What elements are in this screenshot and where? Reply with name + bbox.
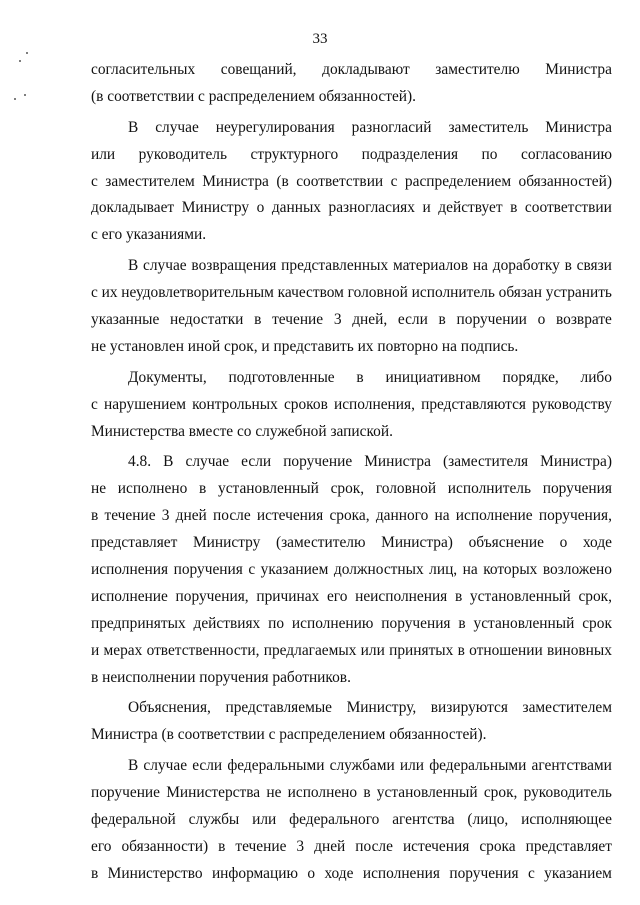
text-line: [91, 334, 612, 361]
word: возврате: [556, 311, 612, 329]
word: его: [91, 837, 112, 855]
paragraph: [91, 115, 612, 249]
word: исполнению: [291, 614, 374, 632]
text-line: [91, 722, 612, 749]
word: на: [434, 507, 450, 525]
word: федеральными: [429, 757, 527, 775]
word: о: [537, 311, 546, 329]
word: агентства: [392, 811, 455, 829]
word: не: [266, 784, 282, 802]
word: 4.8.: [128, 453, 152, 471]
word: или: [252, 811, 277, 829]
word: (заместителю: [275, 534, 366, 552]
word: структурного: [250, 145, 339, 163]
paragraph: [91, 695, 612, 749]
word: о: [307, 864, 316, 882]
word: Министерства: [166, 784, 261, 802]
word: если: [192, 757, 223, 775]
word: после: [355, 837, 393, 855]
word: данного: [375, 507, 429, 525]
word: в: [199, 480, 207, 498]
word: лиц,: [429, 561, 458, 579]
word: информацию: [211, 864, 298, 882]
text-line: [91, 611, 612, 638]
scan-speck: [24, 94, 26, 96]
word: или: [399, 757, 425, 775]
word: должностных: [333, 561, 424, 579]
word: В: [128, 118, 139, 136]
text-line: [91, 834, 612, 861]
word: Объяснения,: [128, 699, 211, 717]
word: Министра): [381, 534, 453, 552]
word: разногласиях: [328, 199, 415, 217]
word: руководитель: [138, 145, 227, 163]
word: обязанности): [121, 837, 209, 855]
word: представляемые: [225, 699, 333, 717]
scan-speck: [19, 60, 21, 62]
word: поручение: [283, 453, 353, 471]
word: дней: [314, 837, 346, 855]
word: Министру: [193, 534, 261, 552]
word: 3: [161, 507, 170, 525]
text-line: [91, 307, 612, 334]
text-line: [91, 476, 612, 503]
text-line: [91, 861, 612, 888]
word: с: [248, 561, 256, 579]
text-line: [91, 222, 612, 249]
word: исполнитель: [447, 480, 531, 498]
word: поручения: [542, 480, 612, 498]
word: подготовленные: [228, 368, 335, 386]
word: качеством: [277, 284, 344, 302]
word: порядке,: [502, 368, 559, 386]
word: неисполнения: [355, 587, 448, 605]
paragraph: [91, 253, 612, 361]
text-line: [91, 280, 612, 307]
text-line: [91, 142, 612, 169]
word: или: [91, 145, 116, 163]
word: ходе: [582, 534, 612, 552]
word: руководству: [532, 395, 612, 413]
text-line: [91, 253, 612, 280]
word: установленный: [376, 784, 478, 802]
word: Министру,: [346, 699, 417, 717]
word: инициативном: [385, 368, 481, 386]
word: действиях: [193, 614, 261, 632]
word: исполняющее: [521, 811, 612, 829]
text-line: [91, 365, 612, 392]
word: срок,: [578, 587, 612, 605]
word: либо: [580, 368, 612, 386]
word: неудовлетворительным: [121, 284, 274, 302]
word: подразделения: [361, 145, 459, 163]
word: Министерства вместе со служебной запиской.: [91, 422, 393, 440]
text-line: [91, 807, 612, 834]
word: В: [128, 757, 139, 775]
scan-speck: [14, 98, 16, 100]
word: головной: [347, 284, 408, 302]
word: указанные: [91, 311, 160, 329]
word: связи: [576, 257, 612, 275]
word: возложено: [542, 561, 612, 579]
text-line: [91, 57, 612, 84]
word: в: [564, 257, 572, 275]
word: случае: [143, 757, 188, 775]
word: представляются: [421, 395, 526, 413]
word: не установлен иной срок, и представить их повторно на подпись.: [91, 337, 519, 355]
word: указанием: [260, 561, 329, 579]
word: поручения: [173, 561, 243, 579]
word: заместителю: [435, 61, 520, 78]
word: в неисполнении поручения работников.: [91, 668, 351, 686]
word: 3: [333, 311, 342, 329]
word: сроков: [283, 395, 328, 413]
text-line: [91, 638, 612, 665]
word: с: [91, 284, 98, 302]
word: недостатки: [170, 311, 244, 329]
word: нарушением: [103, 395, 186, 413]
page-number: 33: [312, 31, 328, 47]
word: докладывает: [91, 199, 175, 217]
word: в: [363, 784, 371, 802]
word: исполнения: [91, 561, 169, 579]
word: поручения: [449, 864, 519, 882]
word: причинах: [256, 587, 320, 605]
word: по: [268, 614, 285, 632]
word: предпринятых: [91, 614, 186, 632]
word: с его указаниями.: [91, 226, 207, 244]
word: Министра): [540, 453, 612, 471]
word: Министра: [545, 61, 612, 78]
word: предлагаемых: [263, 641, 357, 659]
word: ответственности,: [146, 641, 260, 659]
word: указанием: [544, 864, 612, 882]
text-line: [91, 169, 612, 196]
word: Министра: [202, 172, 269, 190]
word: о: [256, 199, 265, 217]
word: отношении: [469, 641, 543, 659]
word: в: [91, 864, 99, 882]
word: в: [438, 311, 446, 329]
word: возвращения: [191, 257, 277, 275]
word: их: [101, 284, 118, 302]
word: неурегулирования: [215, 118, 335, 136]
word: федеральными: [227, 757, 325, 775]
text-line: [91, 449, 612, 476]
word: срока,: [329, 507, 370, 525]
word: случае: [155, 118, 199, 136]
word: (в: [276, 172, 289, 190]
word: Министру: [181, 199, 250, 217]
word: устранить: [545, 284, 612, 302]
word: исполнение: [91, 587, 168, 605]
word: в: [218, 837, 226, 855]
word: службы: [188, 811, 240, 829]
paragraph: [91, 753, 612, 887]
word: случае: [185, 453, 230, 471]
word: В: [163, 453, 174, 471]
word: согласительных: [91, 61, 196, 78]
word: поручения,: [538, 507, 612, 525]
word: установленный: [469, 587, 571, 605]
word: обязанностей): [518, 172, 612, 190]
word: заместителем: [522, 699, 612, 717]
word: с: [390, 172, 398, 190]
word: В: [128, 257, 139, 275]
word: исполнено: [287, 784, 358, 802]
word: установленный: [218, 480, 319, 498]
word: принятых: [389, 641, 454, 659]
text-line: [91, 557, 612, 584]
scan-speck: [26, 52, 28, 54]
word: докладывают: [322, 61, 410, 78]
word: федерального: [289, 811, 380, 829]
text-line: [91, 84, 612, 111]
word: мерах: [103, 641, 143, 659]
word: истечения: [402, 837, 470, 855]
word: и: [422, 199, 431, 217]
word: с: [91, 172, 98, 190]
text-line: [91, 780, 612, 807]
word: дней: [175, 507, 207, 525]
text-line: [91, 115, 612, 142]
word: в: [254, 311, 262, 329]
word: руководитель: [523, 784, 612, 802]
word: которых: [483, 561, 538, 579]
text-line: [91, 195, 612, 222]
paragraph: [91, 365, 612, 446]
word: Министерство: [107, 864, 203, 882]
word: его: [326, 587, 348, 605]
word: совещаний,: [220, 61, 297, 78]
word: истечения: [256, 507, 324, 525]
text-line: [91, 530, 612, 557]
word: срока: [479, 837, 516, 855]
word: исполнения: [362, 864, 440, 882]
word: срок,: [483, 784, 518, 802]
word: срок: [582, 614, 612, 632]
word: распределением: [404, 172, 512, 190]
word: с: [91, 395, 98, 413]
text-line: [91, 753, 612, 780]
word: после: [213, 507, 251, 525]
word: в: [457, 641, 465, 659]
word: доработку: [492, 257, 560, 275]
word: ходе: [324, 864, 354, 882]
word: если: [397, 311, 428, 329]
word: поручения: [381, 614, 451, 632]
word: в: [91, 507, 99, 525]
word: в: [510, 199, 518, 217]
word: исполнения,: [333, 395, 415, 413]
word: контрольных: [192, 395, 278, 413]
word: течение: [272, 311, 324, 329]
word: визируются: [430, 699, 508, 717]
word: по: [481, 145, 498, 163]
word: установленный: [473, 614, 575, 632]
text-line: [91, 392, 612, 419]
word: исполнитель: [411, 284, 495, 302]
word: данных: [271, 199, 321, 217]
word: обязан: [498, 284, 542, 302]
word: Документы,: [128, 368, 207, 386]
word: заместитель: [448, 118, 529, 136]
word: исполнение: [455, 507, 533, 525]
word: если: [241, 453, 272, 471]
word: на: [472, 257, 488, 275]
word: течение: [235, 837, 287, 855]
word: (лицо,: [467, 811, 509, 829]
word: виновных: [546, 641, 612, 659]
text-line: [91, 584, 612, 611]
word: представленных: [281, 257, 389, 275]
word: разногласий: [351, 118, 432, 136]
word: материалов: [392, 257, 469, 275]
word: с: [527, 864, 535, 882]
word: 3: [296, 837, 305, 855]
text-line: [91, 695, 612, 722]
text-line: [91, 419, 612, 446]
word: поручении: [456, 311, 527, 329]
word: представляет: [525, 837, 612, 855]
word: не: [91, 480, 107, 498]
word: поручения,: [175, 587, 249, 605]
word: поручение: [91, 784, 160, 802]
word: службами: [329, 757, 395, 775]
word: на: [462, 561, 478, 579]
word: соответствии: [296, 172, 384, 190]
word: федеральной: [91, 811, 176, 829]
word: головной: [375, 480, 437, 498]
word: о: [559, 534, 568, 552]
word: в: [356, 368, 364, 386]
word: или: [360, 641, 385, 659]
word: (в соответствии с распределением обязанностей).: [91, 87, 416, 105]
word: объяснение: [468, 534, 544, 552]
word: случае: [143, 257, 187, 275]
word: агентствами: [531, 757, 612, 775]
word: дней,: [352, 311, 388, 329]
text-line: [91, 665, 612, 692]
word: в: [458, 614, 466, 632]
word: согласованию: [520, 145, 612, 163]
word: течение: [104, 507, 156, 525]
word: (заместителя: [442, 453, 529, 471]
document-body: [91, 57, 612, 888]
word: представляет: [91, 534, 178, 552]
word: срок,: [330, 480, 365, 498]
word: исполнено: [117, 480, 188, 498]
word: заместителем: [105, 172, 195, 190]
paragraph: [91, 449, 612, 691]
word: соответствии: [524, 199, 612, 217]
word: Министра (в соответствии с распределением обязанностей).: [91, 726, 487, 744]
text-line: [91, 503, 612, 530]
word: в: [454, 587, 463, 605]
word: действует: [438, 199, 503, 217]
word: Министра: [364, 453, 431, 471]
paragraph: [91, 57, 612, 111]
word: Министра: [545, 118, 612, 136]
word: и: [91, 641, 100, 659]
